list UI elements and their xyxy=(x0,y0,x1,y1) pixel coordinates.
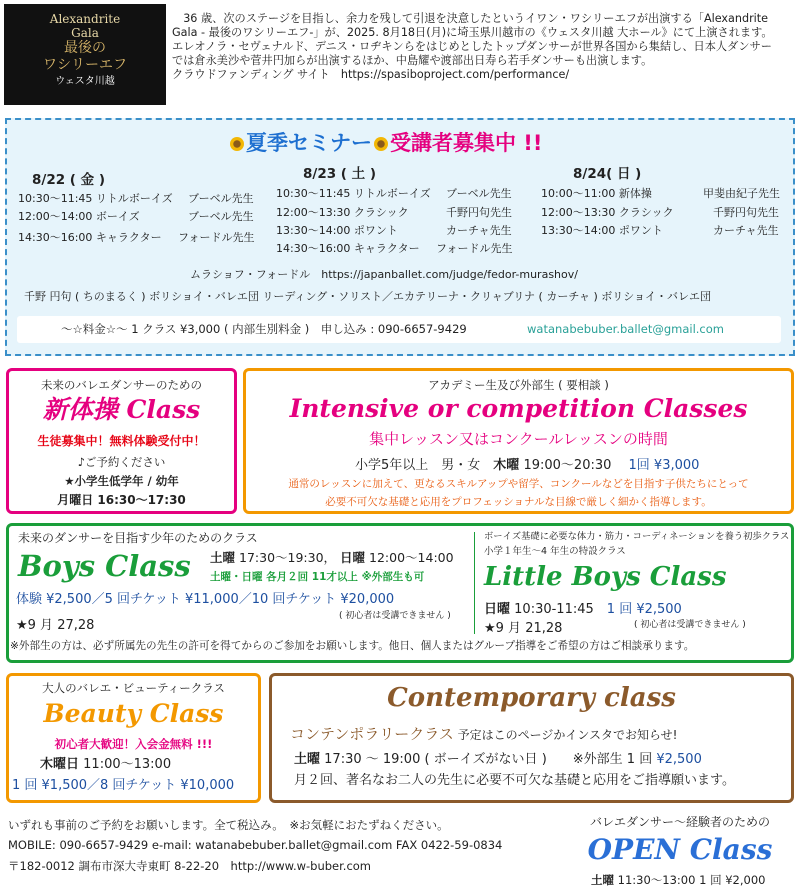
open-pre: バレエダンサー～経験者のための xyxy=(589,815,771,829)
contemporary-sub-note: 予定はこのページかインスタでお知らせ! xyxy=(457,728,678,742)
seminar-title xyxy=(228,130,542,156)
open-title: OPEN Class xyxy=(587,833,773,866)
gym-pre: 未来のバレエダンサーのための xyxy=(40,378,203,392)
little-dates: ★9 月 21,28 xyxy=(484,621,563,636)
gym-target: ★小学生低学年 / 幼年 xyxy=(64,474,179,488)
beauty-price: 1 回 ¥1,500／8 回チケット ¥10,000 xyxy=(12,778,235,793)
contemporary-day: 土曜 xyxy=(294,752,321,767)
seminar-title-b: 受講者募集中 !! xyxy=(390,131,543,155)
gym-title: 新体操 Class xyxy=(42,395,201,424)
little-title: Little Boys Class xyxy=(484,562,727,592)
beauty-day: 木曜日 xyxy=(40,757,80,772)
open-time xyxy=(591,873,765,887)
boys-time xyxy=(210,550,454,566)
little-pre: 小学１年生～4 年生の特設クラス xyxy=(484,546,626,557)
little-day: 日曜 xyxy=(484,602,511,617)
seminar-class: 10:00～11:00 新体操 xyxy=(541,187,652,200)
seminar-teacher: 千野円句先生 xyxy=(713,206,779,219)
boys-divider xyxy=(474,532,475,634)
seminar-class: 10:30～11:45 リトルボーイズ xyxy=(276,187,431,200)
boys-trial: 体験 ¥2,500／5 回チケット ¥11,000／10 回チケット ¥20,000 xyxy=(16,592,395,607)
gala-text xyxy=(172,12,773,82)
little-time xyxy=(484,602,682,618)
boys-green: 土曜・日曜 各月２回 11才以上 ※外部生も可 xyxy=(210,571,425,583)
gala-text-line: 36 歳、次のステージを目指し、余力を残して引退を決意したというイワン・ワシリーエフが出演する「Alexandrite xyxy=(172,12,769,25)
external-notice: ※外部生の方は、必ず所属先の先生の許可を得てからのご参加をお願いします。他日、個人またはグループ指導をご希望の方はご相談承ります。 xyxy=(10,640,695,652)
little-price: 1 回 ¥2,500 xyxy=(606,602,682,617)
boys-title: Boys Class xyxy=(18,549,191,583)
contemporary-time-value: 17:30 ～ 19:00 ( ボーイズがない日 ) xyxy=(324,752,547,767)
seminar-fee: ～☆料金☆～ 1 クラス ¥3,000 ( 内部生別料金 ) 申し込み : 090-6657-9429 xyxy=(61,322,467,336)
seminar-class: 12:00～14:00 ボーイズ xyxy=(18,210,140,223)
footer-contact[interactable]: MOBILE: 090-6657-9429 e-mail: watanabebuber.ballet@gmail.com FAX 0422-59-0834 xyxy=(8,838,503,852)
seminar-day-date: 8/24( 日 ) xyxy=(573,166,642,182)
open-day: 土曜 xyxy=(591,873,614,887)
seminar-teacher: カーチャ先生 xyxy=(713,224,779,237)
gala-text-line: クラウドファンディング サイト https://spasiboproject.com/performance/ xyxy=(172,68,570,81)
seminar-class: 12:00～13:30 クラシック xyxy=(276,206,409,219)
open-time-value: 11:30～13:00 1 回 ¥2,000 xyxy=(617,873,766,887)
gala-logo-line: ワシリーエフ xyxy=(43,57,127,73)
intensive-target: 小学5年以上 男・女 xyxy=(355,458,481,473)
gala-logo xyxy=(4,4,166,105)
boys-beginner: ( 初心者は受講できません ) xyxy=(339,611,451,621)
beauty-red: 初心者大歓迎！入会金無料 !!! xyxy=(54,737,213,751)
contemporary-price: ¥2,500 xyxy=(656,752,702,767)
boys-dates: ★9 月 27,28 xyxy=(16,618,95,633)
gym-note: ♪ご予約ください xyxy=(77,455,166,469)
little-beginner: ( 初心者は受講できません ) xyxy=(634,620,746,630)
boys-pre: 未来のダンサーを目指す少年のためのクラス xyxy=(18,531,258,545)
contemporary-ext: ※外部生 1 回 xyxy=(572,752,653,767)
seminar-teacher: ブーベル先生 xyxy=(188,210,254,223)
seminar-class: 14:30～16:00 キャラクター xyxy=(276,242,420,255)
seminar-teacher-info: 千野 円句 ( ちのまるく ) ボリショイ・バレエ団 リーディング・ソリスト／エカテリーナ・クリャブリナ ( カーチャ ) ボリショイ・バレエ団 xyxy=(24,290,712,303)
gala-logo-line: 最後の xyxy=(64,40,106,56)
seminar-class: 10:30～11:45 リトルボーイズ xyxy=(18,192,173,205)
contemporary-title: Contemporary class xyxy=(387,683,676,713)
sunflower-icon xyxy=(374,137,388,151)
gala-logo-line: ウェスタ川越 xyxy=(55,76,115,87)
gala-logo-line: Alexandrite xyxy=(49,12,121,26)
seminar-class: 14:30～16:00 キャラクター xyxy=(18,231,162,244)
intensive-sub: 集中レッスン又はコンクールレッスンの時間 xyxy=(369,430,668,448)
seminar-day-date: 8/23 ( 土 ) xyxy=(303,166,377,182)
seminar-day-date: 8/22 ( 金 ) xyxy=(32,172,106,188)
seminar-class: 13:30～14:00 ポワント xyxy=(541,224,663,237)
intensive-info xyxy=(355,458,699,474)
seminar-fee-bar xyxy=(17,316,781,343)
footer-address[interactable]: 〒182-0012 調布市深大寺東町 8-22-20 http://www.w-buber.com xyxy=(8,859,372,873)
intensive-pre: アカデミー生及び外部生 ( 要相談 ) xyxy=(428,378,609,392)
boys-day-sun: 日曜 xyxy=(340,550,366,565)
seminar-class: 13:30～14:00 ポワント xyxy=(276,224,398,237)
little-time-value: 10:30-11:45 xyxy=(514,602,594,617)
boys-time-sat: 17:30～19:30， xyxy=(239,550,337,565)
seminar-email-link[interactable]: watanabebuber.ballet@gmail.com xyxy=(527,322,724,336)
seminar-teacher: カーチャ先生 xyxy=(446,224,512,237)
beauty-time-value: 11:00～13:00 xyxy=(83,757,172,772)
gala-text-line: エレオノラ・セヴェナルド、デニス・ロヂキンらをはじめとしたトップダンサーが世界各国から集結し、日本人ダンサー xyxy=(172,40,772,53)
seminar-teacher: ブーベル先生 xyxy=(188,192,254,205)
gym-time: 月曜日 16:30～17:30 xyxy=(57,493,186,507)
boys-time-sun: 12:00～14:00 xyxy=(369,550,454,565)
sunflower-icon xyxy=(230,137,244,151)
gala-text-line: Gala - 最後のワシリーエフ-」が、2025. 8月18日(月)に埼玉県川越市の《ウェスタ川越 大ホール》にて上演されます。 xyxy=(172,26,773,39)
gala-text-line: では倉永美沙や菅井円加らが出演するほか、中島耀や渡部出日寿ら若手ダンサーも出演します。 xyxy=(172,54,653,67)
intensive-price: 1回 ¥3,000 xyxy=(628,458,700,473)
seminar-teacher-info: ムラショフ・フォードル https://japanballet.com/judge/fedor-murashov/ xyxy=(190,268,578,281)
contemporary-sub-title: コンテンポラリークラス xyxy=(290,725,454,743)
contemporary-time xyxy=(294,752,702,768)
intensive-desc: 通常のレッスンに加えて、更なるスキルアップや留学、コンクールなどを目指す子供たちにとって xyxy=(288,478,749,490)
intensive-title: Intensive or competition Classes xyxy=(289,394,748,423)
contemporary-desc: 月２回、著名なお二人の先生に必要不可欠な基礎と応用をご指導願います。 xyxy=(294,773,735,788)
seminar-class: 12:00～13:30 クラシック xyxy=(541,206,674,219)
intensive-day: 木曜 xyxy=(493,458,520,473)
intensive-desc: 必要不可欠な基礎と応用をプロフェッショナルな目線で厳しく細かく指導します。 xyxy=(325,496,712,508)
beauty-pre: 大人のバレエ・ビューティークラス xyxy=(42,681,225,695)
little-pre: ボーイズ基礎に必要な体力・筋力・コーディネーションを養う初歩クラス xyxy=(484,531,790,542)
seminar-teacher: ブーベル先生 xyxy=(446,187,512,200)
seminar-teacher: 千野円句先生 xyxy=(446,206,512,219)
seminar-teacher: フォードル先生 xyxy=(436,242,513,255)
boys-day-sat: 土曜 xyxy=(210,550,236,565)
seminar-teacher: 甲斐由紀子先生 xyxy=(703,187,780,200)
gym-red: 生徒募集中！無料体験受付中！ xyxy=(37,434,206,448)
beauty-time xyxy=(40,757,171,773)
seminar-teacher: フォードル先生 xyxy=(178,231,255,244)
seminar-title-a: 夏季セミナー xyxy=(246,131,372,155)
footer-line: いずれも事前のご予約をお願いします。全て税込み。 ※お気軽におたずねください。 xyxy=(8,818,449,832)
beauty-title: Beauty Class xyxy=(43,699,224,728)
contemporary-sub xyxy=(290,725,678,744)
gala-logo-line: Gala xyxy=(71,26,99,40)
intensive-time: 19:00～20:30 xyxy=(523,458,612,473)
